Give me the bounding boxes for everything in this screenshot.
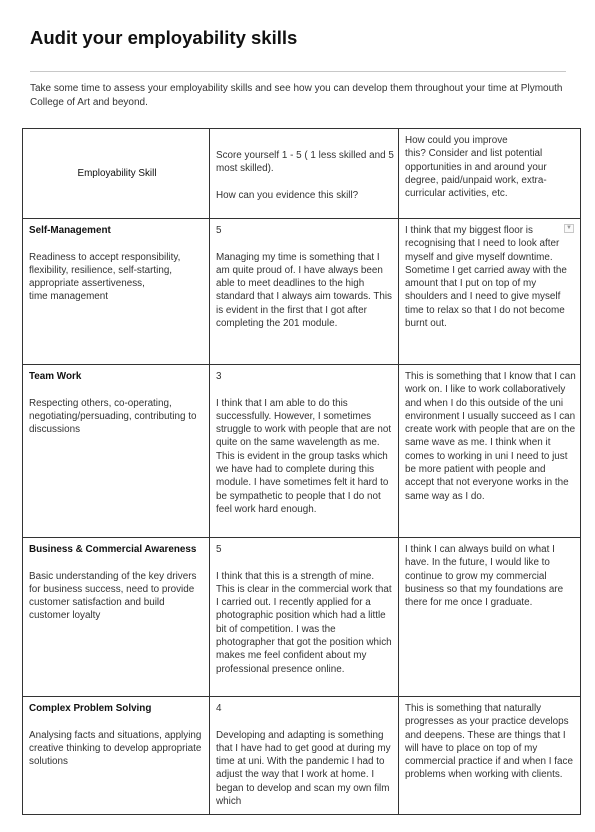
evidence-cell[interactable] (210, 697, 399, 815)
improve-text: This is something that naturally progresses as your practice develops and deepens. These are things that I will have to place on top of my commercial practice if and when I face problems when working with clients. (405, 703, 573, 781)
table-row (23, 365, 581, 538)
evidence-cell[interactable] (210, 365, 399, 538)
skill-description: Basic understanding of the key drivers for business success, need to provide customer satisfaction and build customer loyalty (29, 570, 197, 622)
skills-audit-table (22, 128, 581, 815)
improve-cell[interactable] (399, 538, 581, 697)
skill-name: Complex Problem Solving (29, 703, 152, 714)
table-header-row (23, 129, 581, 219)
improve-text: This is something that I know that I can work on. I like to work collaboratively and when I do this outside of the uni environment I usually succeed as I can create work with people that are on the same wave as me. I think when it comes to working in uni I need to just be more patient with people and accept that not everyone works in the same way as I do. (405, 371, 576, 502)
table-row (23, 219, 581, 365)
skill-cell[interactable] (23, 538, 210, 697)
table-row (23, 538, 581, 697)
evidence-text: Managing my time is something that I am quite proud of. I have always been able to meet deadlines to the high standard that I always aim towards. This is evident in the first that I got after completing the 201 module. (216, 251, 392, 330)
skill-cell[interactable] (23, 697, 210, 815)
skill-name: Self-Management (29, 225, 111, 236)
skill-description: Analysing facts and situations, applying creative thinking to develop appropriate solutions (29, 729, 202, 768)
skill-cell[interactable] (23, 365, 210, 538)
improve-cell[interactable] (399, 365, 581, 538)
evidence-cell[interactable] (210, 538, 399, 697)
header-score-cell (210, 129, 399, 219)
header-score-label: Score yourself 1 - 5 ( 1 less skilled and 5 most skilled). (216, 150, 394, 175)
score-value: 5 (216, 225, 222, 236)
header-skill-cell (23, 129, 210, 219)
improve-cell[interactable] (399, 219, 581, 365)
skill-name: Business & Commercial Awareness (29, 544, 197, 555)
evidence-text: I think that this is a strength of mine. This is clear in the commercial work that I carried out. I recently applied for a photographic position which had a little bit of competition. I was the photographer that got the position which makes me feel confident about my professional presence online. (216, 570, 392, 675)
header-improve-cell (399, 129, 581, 219)
score-value: 4 (216, 703, 222, 714)
table-row (23, 697, 581, 815)
evidence-cell[interactable] (210, 219, 399, 365)
score-value: 3 (216, 371, 222, 382)
evidence-text: I think that I am able to do this successfully. However, I sometimes struggle to work with people that are not quite on the same wavelength as me. This is evident in the group tasks which we have had to complete during this module. I have sometimes felt it hard to be sympathetic to people that I do not feel work hard enough. (216, 397, 392, 515)
skill-description: Respecting others, co-operating, negotiating/persuading, contributing to discussions (29, 397, 197, 436)
divider (30, 71, 566, 72)
header-skill-label: Employability Skill (77, 168, 157, 180)
skill-cell[interactable] (23, 219, 210, 365)
skill-name: Team Work (29, 371, 82, 382)
intro-text: Take some time to assess your employability skills and see how you can develop them throughout your time at Plymouth College of Art and beyond. (30, 83, 563, 108)
header-evidence-label: How can you evidence this skill? (216, 189, 359, 201)
page-title: Audit your employability skills (30, 27, 298, 48)
score-value: 5 (216, 544, 222, 555)
dropdown-toggle-icon[interactable]: ▼ (564, 224, 574, 233)
improve-cell[interactable] (399, 697, 581, 815)
improve-text: I think that my biggest floor is recognising that I need to look after myself and give myself downtime. Sometime I get carried away with the amount that I put on top of my shoulders and I need to give myself time to relax so that I do not become burnt out. (405, 225, 567, 330)
header-improve-label: How could you improve this? Consider and list potential opportunities in and around your degree, paid/unpaid work, extra-curricular activities, etc. (405, 135, 547, 200)
skill-description: Readiness to accept responsibility, flexibility, resilience, self-starting, appropriate assertiveness, time management (29, 251, 181, 303)
improve-text: I think I can always build on what I have. In the future, I would like to continue to grow my commercial business so that my foundations are there for me once I graduate. (405, 544, 564, 609)
evidence-text: Developing and adapting is something that I have had to get good at during my time at uni. With the pandemic I had to adjust the way that I work at home. I began to develop and scan my own film which (216, 729, 391, 808)
